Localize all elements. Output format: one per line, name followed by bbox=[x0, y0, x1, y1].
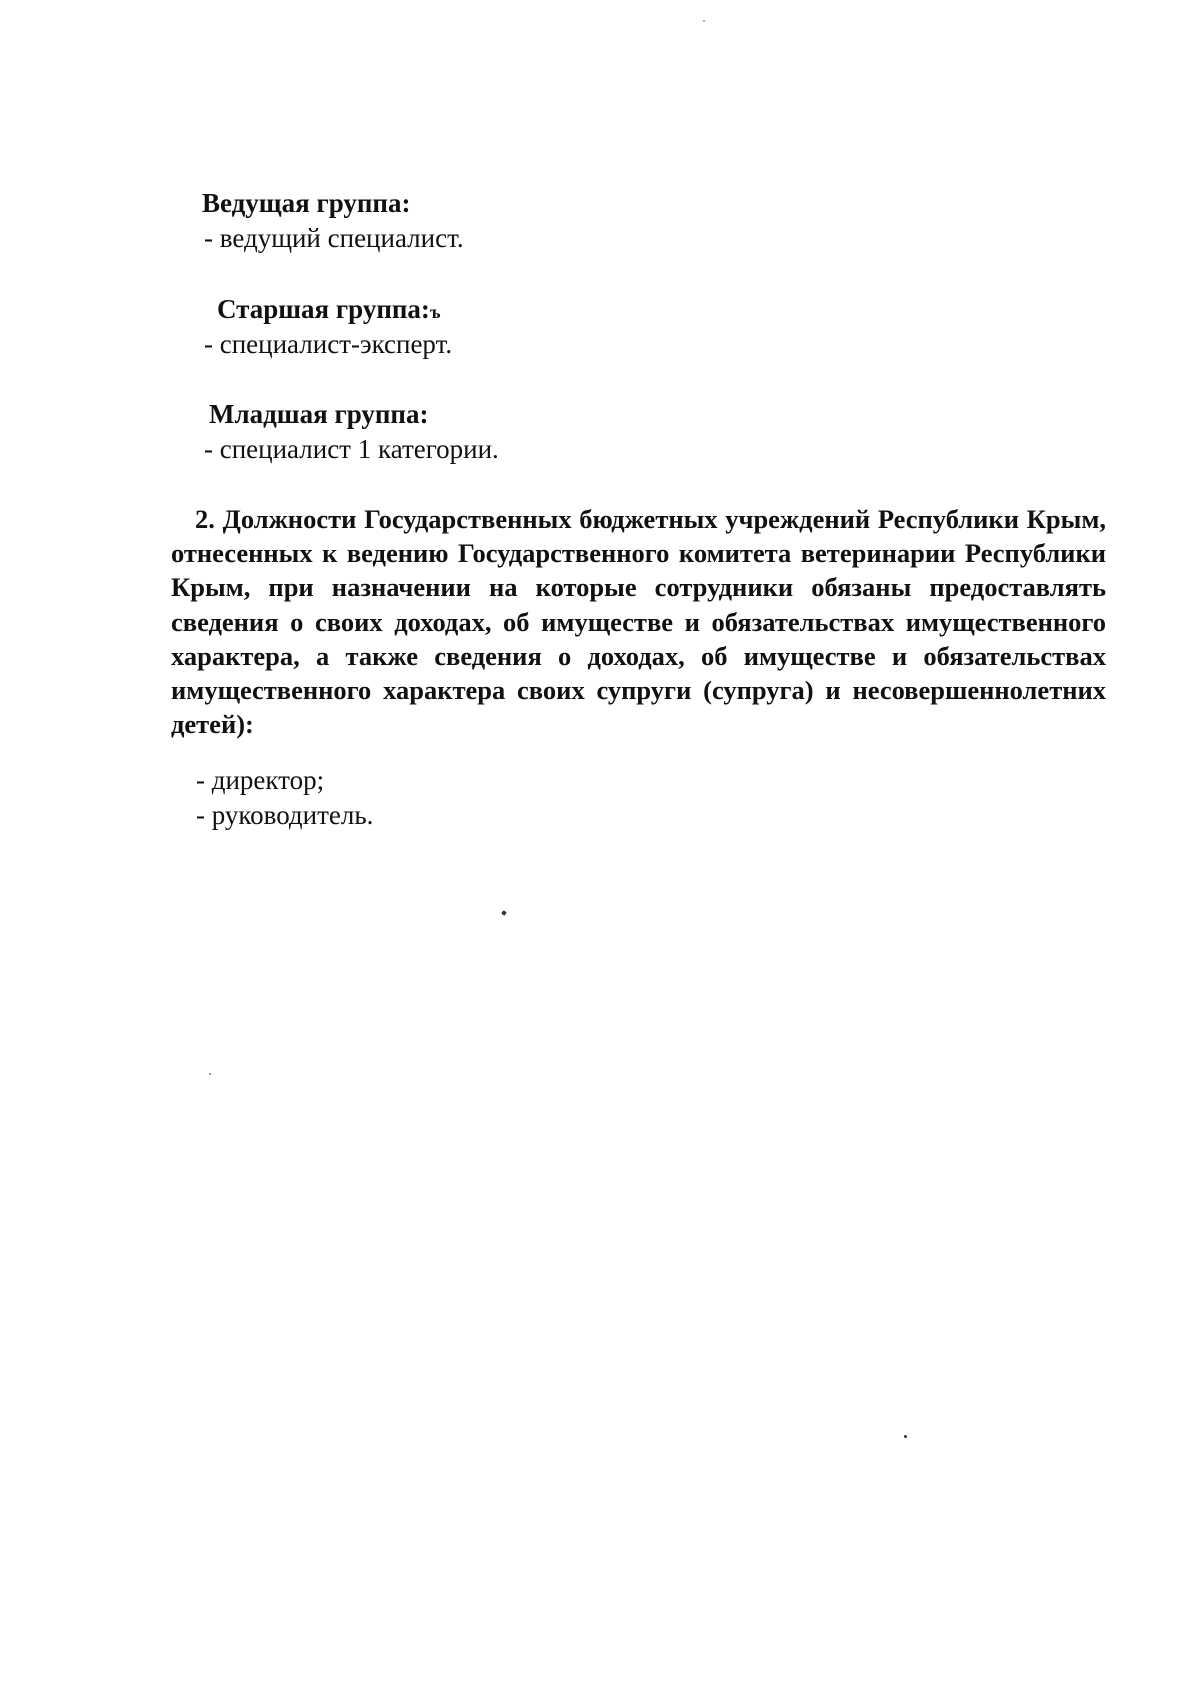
section-2-list-item: - директор; bbox=[196, 765, 325, 795]
scan-speck bbox=[209, 1073, 211, 1075]
group-heading-senior-text: Старшая группа: bbox=[217, 294, 430, 324]
scan-artifact-mark: ъ bbox=[429, 302, 441, 322]
group-heading-senior bbox=[217, 292, 440, 329]
group-item-junior: - специалист 1 категории. bbox=[204, 434, 499, 464]
section-2-list-item: - руководитель. bbox=[196, 800, 374, 830]
scan-speck bbox=[501, 910, 507, 916]
section-2-paragraph: 2. Должности Государственных бюджетных учреждений Республики Крым, отнесенных к ведению Государственного комитета ветеринарии Республики Крым, при назначении на которые сотрудники обязаны предоставлять сведения о своих доходах, об имуществе и обязательствах имущественного характера, а также сведения о доходах, об имуществе и обязательствах имущественного характера своих супруги (супруга) и несовершеннолетних детей): bbox=[171, 504, 1106, 740]
scan-speck bbox=[703, 20, 705, 22]
group-heading-junior: Младшая группа: bbox=[209, 399, 429, 429]
group-item-leading: - ведущий специалист. bbox=[204, 223, 464, 253]
scan-speck bbox=[904, 1435, 907, 1438]
group-item-senior: - специалист-эксперт. bbox=[204, 329, 453, 359]
group-heading-leading: Ведущая группа: bbox=[202, 188, 411, 218]
